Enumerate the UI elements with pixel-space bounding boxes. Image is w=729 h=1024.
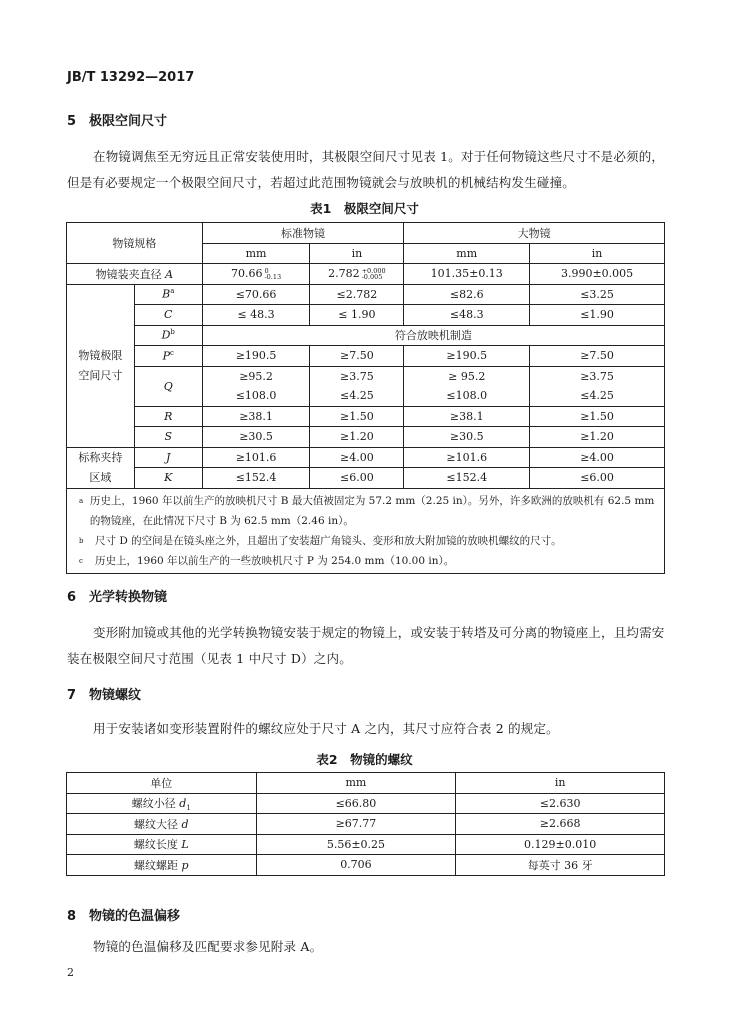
group-limit-space: 物镜极限 空间尺寸 [67,284,135,447]
unit-mm: mm [404,243,530,264]
section-title: 光学转换物镜 [89,590,168,605]
cell-large-mm: ≥190.5 [404,346,530,367]
row-a-label: 物镜装夹直径 A [67,264,203,285]
note-c: c 历史上，1960 年以前生产的一些放映机尺寸 P 为 254.0 mm（10.00 in）。 [79,554,455,567]
cell-large-mm: 101.35±0.13 [404,264,530,285]
cell-in: ≥2.668 [456,814,665,835]
table-row [67,366,665,386]
unit-in: in [310,243,404,264]
cell-std-in: ≤6.00 [310,468,404,489]
cell-mm: 0.706 [256,855,456,876]
table-row [67,427,665,448]
row-symbol: C [134,305,202,326]
cell-in: 每英寸 36 牙 [456,855,665,876]
cell-std-in: ≤ 1.90 [310,305,404,326]
header-in: in [456,773,665,794]
cell-large-mm: ≥30.5 [404,427,530,448]
cell-std-in: ≥1.50 [310,406,404,427]
table-row [67,468,665,489]
table-row [67,325,665,346]
section-title: 极限空间尺寸 [89,114,168,129]
section-5-paragraph: 在物镜调焦至无穷远且正常安装使用时，其极限空间尺寸见表 1。对于任何物镜这些尺寸不是必须的，但是有必要规定一个极限空间尺寸，若超过此范围物镜就会与放映机的机械结构发生碰撞。 [67,149,665,190]
section-number: 5 [67,114,77,129]
cell-large-mm: ≤108.0 [404,386,530,406]
cell-large-in: ≥7.50 [530,346,665,367]
cell-std-mm: ≥30.5 [202,427,310,448]
cell-std-in: 2.782 +0.000 -0.005 [310,264,404,285]
row-symbol: Q [134,366,202,406]
cell-std-mm: ≤70.66 [202,284,310,305]
section-number: 7 [67,688,77,703]
cell-std-in: ≥7.50 [310,346,404,367]
section-5-heading [67,110,167,129]
unit-in: in [530,243,665,264]
cell-large-mm: ≤48.3 [404,305,530,326]
cell-large-in: ≥4.00 [530,447,665,468]
cell-std-mm: ≤108.0 [202,386,310,406]
cell-std-mm: ≤ 48.3 [202,305,310,326]
section-7-paragraph: 用于安装诸如变形装置附件的螺纹应处于尺寸 A 之内，其尺寸应符合表 2 的规定。 [93,721,559,736]
row-symbol: R [134,406,202,427]
cell-std-mm: ≥190.5 [202,346,310,367]
section-number: 6 [67,590,77,605]
cell-mm: 5.56±0.25 [256,834,456,855]
table-row [67,447,665,468]
section-title: 物镜的色温偏移 [89,909,181,924]
group-nominal-clamp: 标称夹持 区域 [67,447,135,488]
standard-number: JB/T 13292—2017 [67,70,195,85]
cell-large-in: ≥3.75 [530,366,665,386]
section-number: 8 [67,909,77,924]
section-6-heading [67,586,167,605]
cell-large-in: 3.990±0.005 [530,264,665,285]
cell-std-mm: ≥95.2 [202,366,310,386]
row-symbol: K [134,468,202,489]
cell-std-in: ≤2.782 [310,284,404,305]
cell-large-mm: ≥ 95.2 [404,366,530,386]
cell-merged: 符合放映机制造 [202,325,664,346]
cell-in: 0.129±0.010 [456,834,665,855]
cell-mm: ≥67.77 [256,814,456,835]
note-b: b 尺寸 D 的空间是在镜头座之外，且超出了安装超广角镜头、变形和放大附加镜的放映机螺纹的尺寸。 [79,534,562,547]
section-7-heading [67,684,141,703]
cell-std-mm: ≥38.1 [202,406,310,427]
header-large-lens: 大物镜 [404,223,665,244]
page-number: 2 [67,966,74,979]
cell-large-mm: ≤82.6 [404,284,530,305]
cell-std-in: ≥4.00 [310,447,404,468]
table-notes [67,488,665,573]
table-row [67,284,665,305]
table-row [67,346,665,367]
row-symbol: $B^a$ [134,284,202,305]
cell-std-in: ≤4.25 [310,386,404,406]
cell-std-mm: 70.66 0 -0.13 [202,264,310,285]
cell-std-in: ≥3.75 [310,366,404,386]
cell-large-in: ≤6.00 [530,468,665,489]
cell-large-in: ≤1.90 [530,305,665,326]
cell-std-mm: ≤152.4 [202,468,310,489]
table-2-lens-thread [66,772,665,876]
table-row [67,814,665,835]
header-mm: mm [256,773,456,794]
table-row [67,264,665,285]
cell-std-in: ≥1.20 [310,427,404,448]
header-spec: 物镜规格 [67,223,203,264]
header-standard-lens: 标准物镜 [202,223,404,244]
row-symbol: J [134,447,202,468]
section-title: 物镜螺纹 [89,688,142,703]
cell-large-in: ≥1.50 [530,406,665,427]
cell-large-in: ≤4.25 [530,386,665,406]
section-8-paragraph: 物镜的色温偏移及匹配要求参见附录 A。 [93,939,323,954]
thread-label: 螺纹大径 d [67,814,257,835]
table-1-caption: 表1 极限空间尺寸 [310,201,419,216]
section-8-heading [67,905,180,924]
table-row [67,834,665,855]
row-symbol: $P^c$ [134,346,202,367]
cell-mm: ≤66.80 [256,793,456,814]
cell-large-in: ≥1.20 [530,427,665,448]
thread-label: 螺纹小径 $d_1$ [67,793,257,814]
table-1-limit-dimensions [66,222,665,574]
table-row [67,305,665,326]
cell-std-mm: ≥101.6 [202,447,310,468]
cell-large-mm: ≥101.6 [404,447,530,468]
table-row [67,793,665,814]
cell-in: ≤2.630 [456,793,665,814]
thread-label: 螺纹螺距 p [67,855,257,876]
row-symbol: $D^b$ [134,325,202,346]
unit-mm: mm [202,243,310,264]
row-symbol: S [134,427,202,448]
cell-large-in: ≤3.25 [530,284,665,305]
cell-large-mm: ≤152.4 [404,468,530,489]
table-2-caption: 表2 物镜的螺纹 [316,752,413,767]
cell-large-mm: ≥38.1 [404,406,530,427]
thread-label: 螺纹长度 L [67,834,257,855]
table-row [67,406,665,427]
table-row [67,855,665,876]
note-a: a 历史上，1960 年以前生产的放映机尺寸 B 最大值被固定为 57.2 mm（2.25 in）。另外，许多欧洲的放映机有 62.5 mm 的物镜座，在此情况下尺寸 B 为 62.5 mm（2.46 in）。 [79,494,655,527]
section-6-paragraph: 变形附加镜或其他的光学转换物镜安装于规定的物镜上，或安装于转塔及可分离的物镜座上，且均需安装在极限空间尺寸范围（见表 1 中尺寸 D）之内。 [67,625,665,666]
header-unit: 单位 [67,773,257,794]
